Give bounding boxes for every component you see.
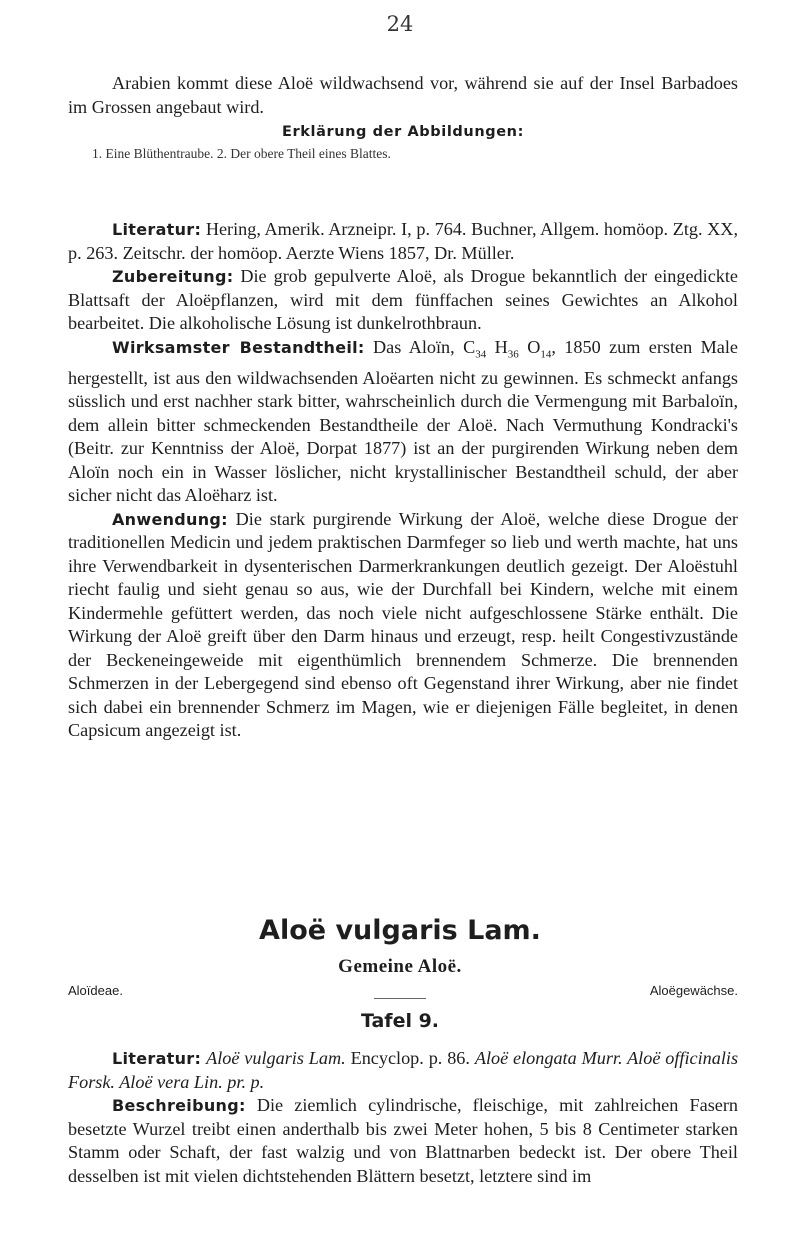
section2-text xyxy=(68,1047,738,1188)
wirksamster-label: Wirksamster Bestandtheil: xyxy=(112,337,365,357)
literatur-text: Hering, Amerik. Arzneipr. I, p. 764. Buchner, Allgem. homöop. Ztg. XX, p. 263. Zeitschr. der homöop. Aerzte Wiens 1857, Dr. Müller. xyxy=(68,219,738,263)
main-text xyxy=(68,218,738,743)
plate-number: Tafel 9. xyxy=(360,1010,440,1032)
wirksamster-text-after: , 1850 zum ersten Male hergestellt, ist aus den wildwachsenden Aloëarten nicht zu gewinnen. Es schmeckt anfangs süsslich und erst nachher stark bitter, wahrscheinlich durch die Vermengung mit Barbaloïn, dem allein bitter schmeckenden Bestandtheile der Aloë. Nach Vermuthung Kondracki's (Beitr. zur Kenntniss der Aloë, Dorpat 1877) ist an der purgirenden Wirkung neben dem Aloïn noch ein in Wasser löslicher, nicht krystallinischer Bestandtheil schuld, der aber sicher nicht das Aloëharz ist. xyxy=(68,336,739,506)
family-german: Aloëgewächse. xyxy=(649,983,738,998)
zubereitung-paragraph xyxy=(68,265,738,336)
formula-sub-o: 14 xyxy=(540,348,552,361)
literatur2-ref: Encyclop. p. 86. xyxy=(345,1048,475,1068)
zubereitung-text: Die grob gepulverte Aloë, als Drogue bekanntlich der eingedickte Blattsaft der Aloëpflanzen, wird mit dem fünffachen seines Gewichtes an Alkohol bearbeitet. Die alkoholische Lösung ist dunkelrothbraun. xyxy=(68,266,738,333)
species-title: Aloë vulgaris Lam. xyxy=(259,915,541,946)
beschreibung-text: Die ziemlich cylindrische, fleischige, mit zahlreichen Fasern besetzte Wurzel treibt einen anderthalb bis zwei Meter hohen, 5 bis 8 Centimeter starken Stamm oder Schaft, der fast walzig und von Blattnarben bedeckt ist. Der obere Theil desselben ist mit vielen dichtstehenden Blättern besetzt, letztere sind im xyxy=(68,1095,738,1186)
formula-o: O xyxy=(518,336,541,357)
literatur2-paragraph xyxy=(68,1047,738,1094)
formula-sub-c: 34 xyxy=(475,348,487,361)
intro-block xyxy=(68,72,738,119)
figure-caption xyxy=(68,124,738,162)
family-latin: Aloïdeae. xyxy=(68,983,123,998)
wirksamster-paragraph xyxy=(68,336,738,508)
formula-sub-h: 36 xyxy=(507,348,519,361)
figure-caption-line: 1. Eine Blüthentraube. 2. Der obere Theil eines Blattes. xyxy=(92,146,391,161)
literatur2-label: Literatur: xyxy=(112,1049,202,1068)
page-number: 24 xyxy=(386,12,414,36)
figure-caption-heading: Erklärung der Abbildungen: xyxy=(282,124,524,140)
title-divider xyxy=(374,998,426,999)
literatur2-species: Aloë vulgaris Lam. xyxy=(206,1048,346,1068)
literatur-paragraph xyxy=(68,218,738,265)
literatur-label: Literatur: xyxy=(112,220,202,239)
zubereitung-label: Zubereitung: xyxy=(112,267,234,286)
species-subtitle: Gemeine Aloë. xyxy=(338,956,462,977)
anwendung-text: Die stark purgirende Wirkung der Aloë, welche diese Drogue der traditionellen Medicin und jedem praktischen Darmfeger so lieb und werth machte, hat uns ihre Verwendbarkeit in dysenterischen Darmerkrankungen deutlich gezeigt. Der Aloëstuhl riecht faulig und sieht genau so aus, wie der Durchfall bei Kindern, welche mit einem Kindermehle gefüttert werden, das noch viele nicht aufgeschlossene Stärke enthält. Die Wirkung der Aloë greift über den Darm hinaus und erzeugt, resp. heilt Congestivzustände der Beckeneingeweide mit eigenthümlich brennendem Schmerze. Die brennenden Schmerzen in der Lebergegend sind ebenso oft Gegenstand ihrer Wirkung, aber nie findet sich dabei ein brennender Schmerz im Magen, wie er diejenigen Fälle begleitet, in denen Capsicum angezeigt ist. xyxy=(68,508,738,741)
formula-h: H xyxy=(486,336,508,357)
beschreibung-paragraph xyxy=(68,1094,738,1188)
intro-paragraph: Arabien kommt diese Aloë wildwachsend vor, während sie auf der Insel Barbadoes im Grossen angebaut wird. xyxy=(68,73,738,117)
beschreibung-label: Beschreibung: xyxy=(112,1096,246,1115)
anwendung-paragraph xyxy=(68,508,738,743)
wirksamster-text-before: Das Aloïn, C xyxy=(364,336,476,357)
anwendung-label: Anwendung: xyxy=(112,509,228,529)
literatur2-synonyms: Aloë elongata Murr. Aloë officinalis Forsk. Aloë vera Lin. pr. p. xyxy=(68,1048,739,1092)
